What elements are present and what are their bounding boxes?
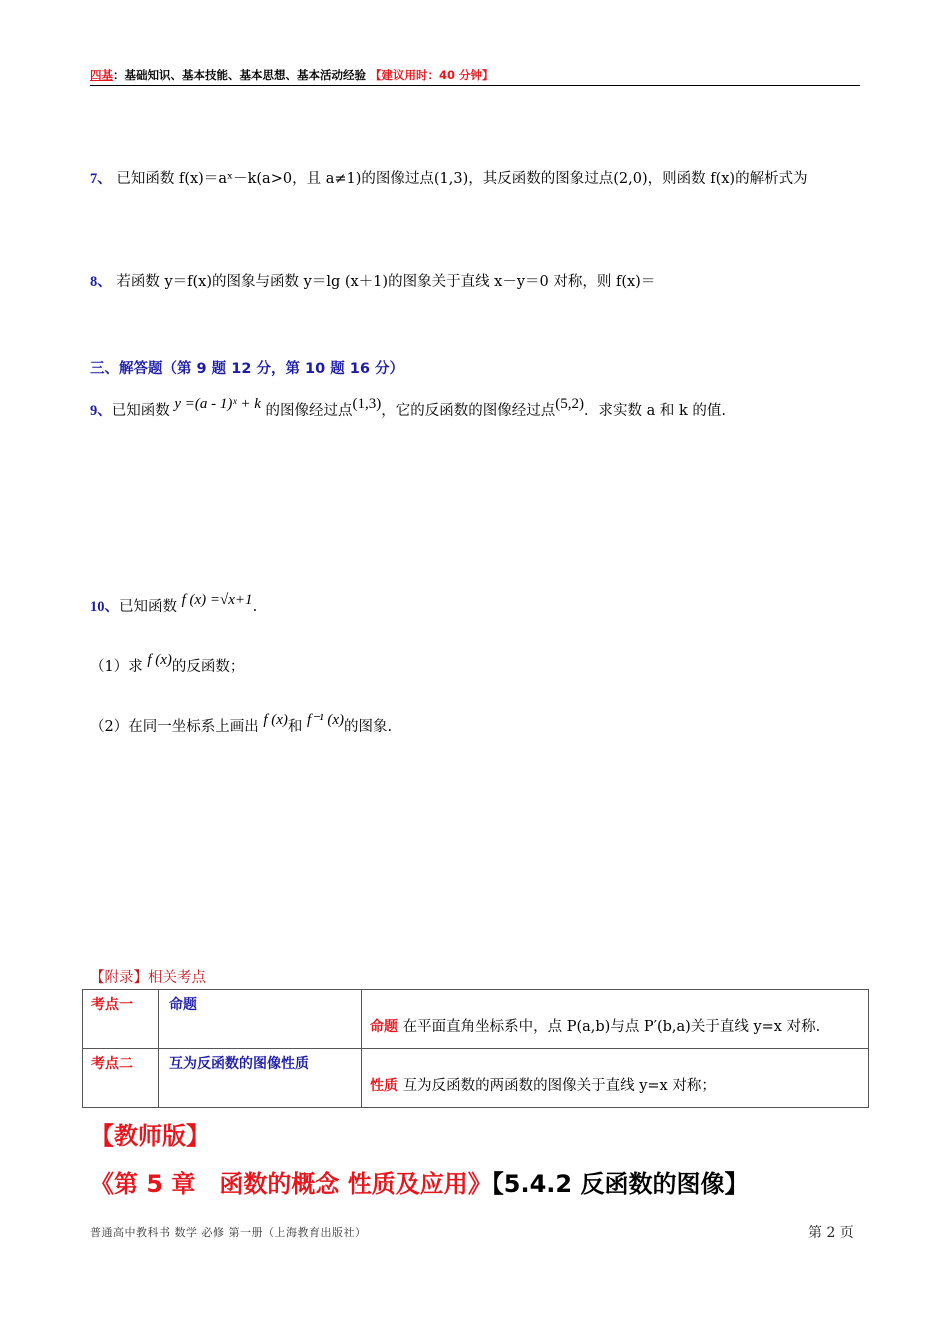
part-suffix: 的反函数； [171, 659, 245, 675]
header-text: 基础知识、基本技能、基本思想、基本活动经验 [124, 68, 366, 82]
section-title: 三、解答题（第 9 题 12 分，第 10 题 16 分） [90, 361, 405, 377]
header-divider [90, 85, 860, 86]
description-text: 互为反函数的两函数的图像关于直线 y=x 对称； [402, 1078, 716, 1094]
part-suffix: 的图象. [344, 719, 393, 735]
formula: y =(a - 1)ˣ + k [174, 396, 261, 412]
teacher-edition-label: 【教师版】 [90, 1122, 210, 1150]
description-text: 在平面直角坐标系中，点 P(a,b)与点 P′(b,a)关于直线 y=x 对称. [402, 1019, 821, 1035]
question-prefix: 已知函数 [119, 599, 177, 615]
question-mid: ，它的反函数的图像经过点 [381, 403, 556, 419]
question-suffix: ．求实数 a 和 k 的值. [584, 403, 726, 419]
description-label: 性质 [370, 1078, 398, 1094]
formula-1: f (x) [263, 712, 288, 728]
question-suffix: . [252, 599, 258, 615]
question-10 [90, 592, 258, 618]
part-label: （2）在同一坐标系上画出 [90, 719, 259, 735]
question-7 [90, 168, 808, 190]
suggested-time: 【建议用时：40 分钟】 [370, 68, 494, 82]
header-label: 四基 [90, 68, 113, 82]
point-description [362, 990, 868, 1036]
point-description [362, 1049, 868, 1095]
appendix-title: 【附录】相关考点 [90, 970, 206, 986]
key-points-table [82, 989, 869, 1108]
section-name: 【5.4.2 反函数的图像】 [491, 1170, 749, 1198]
point-2: (5,2) [555, 396, 584, 412]
point-label: 考点二 [91, 1056, 133, 1072]
question-text: 若函数 y＝f(x)的图象与函数 y＝lg (x＋1)的图象关于直线 x－y＝0 对称，则 f(x)＝ [116, 274, 656, 290]
table-row [83, 990, 869, 1049]
and-text: 和 [287, 719, 303, 735]
header-colon: ： [113, 68, 125, 82]
table-cell [83, 1049, 159, 1108]
table-cell [159, 1049, 362, 1108]
formula: f (x) [147, 652, 172, 668]
page-number: 第 2 页 [808, 1225, 854, 1241]
table-row [83, 1049, 869, 1108]
point-topic: 命题 [169, 997, 197, 1013]
question-10-part-1 [90, 652, 245, 678]
question-9 [90, 396, 726, 422]
part-label: （1）求 [90, 659, 143, 675]
chapter-name: 《第 5 章 函数的概念 性质及应用》 [90, 1170, 492, 1198]
question-text: 已知函数 f(x)＝aˣ－k(a>0，且 a≠1)的图像过点(1,3)，其反函数的图象过点(2,0)，则函数 f(x)的解析式为 [116, 171, 808, 187]
table-cell [362, 1049, 869, 1108]
description-label: 命题 [370, 1019, 398, 1035]
question-8 [90, 271, 655, 293]
chapter-title [90, 1164, 748, 1199]
footer-book-info: 普通高中教科书 数学 必修 第一册（上海教育出版社） [90, 1226, 367, 1239]
question-number: 9、 [90, 403, 112, 419]
formula-2: f⁻¹ (x) [307, 712, 345, 728]
table-cell [159, 990, 362, 1049]
question-number: 10、 [90, 599, 119, 615]
question-prefix: 已知函数 [111, 403, 170, 419]
question-10-part-2 [90, 712, 393, 738]
question-number: 7、 [90, 171, 112, 187]
point-label: 考点一 [91, 997, 133, 1013]
question-number: 8、 [90, 274, 112, 290]
page-header [90, 66, 860, 84]
point-topic: 互为反函数的图像性质 [169, 1056, 309, 1072]
table-cell [362, 990, 869, 1049]
table-cell [83, 990, 159, 1049]
question-mid: 的图像经过点 [265, 403, 353, 419]
formula: f (x) =√x+1 [181, 592, 253, 608]
point-1: (1,3) [352, 396, 382, 412]
